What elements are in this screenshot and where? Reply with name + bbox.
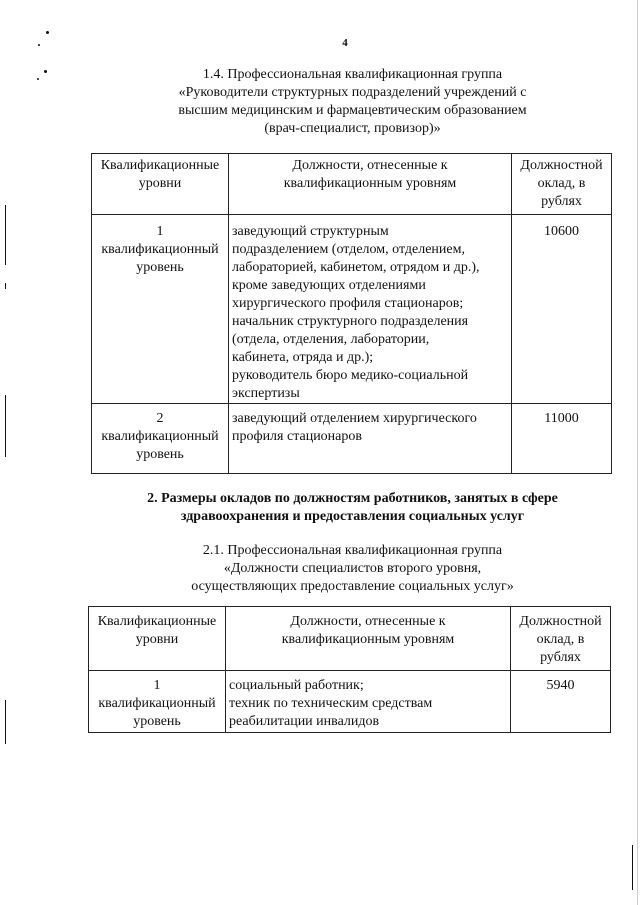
cell-salary: 10600 <box>512 215 612 404</box>
qualification-table-1-4 <box>91 153 612 474</box>
title-line: здравоохранения и предоставления социальных услуг <box>180 509 525 524</box>
scan-dot <box>37 78 39 80</box>
scan-dot <box>38 44 40 46</box>
heading-line: «Руководители структурных подразделений учреждений с <box>178 85 527 100</box>
scan-edge-mark <box>5 700 6 744</box>
scan-edge-mark <box>5 395 6 457</box>
section-2-1-heading <box>95 542 610 596</box>
table-header-row <box>89 607 611 671</box>
cell-level: 2 квалификационный уровень <box>92 404 229 474</box>
section-2-title <box>95 490 610 526</box>
cell-positions: заведующий отделением хирургического профиля стационаров <box>229 404 512 474</box>
header-positions: Должности, отнесенные к квалификационным уровням <box>229 154 512 215</box>
heading-line: 1.4. Профессиональная квалификационная группа <box>202 67 503 82</box>
header-level: Квалификационные уровни <box>89 607 226 671</box>
heading-line: (врач-специалист, провизор)» <box>264 121 441 136</box>
heading-line: осуществляющих предоставление социальных услуг» <box>191 579 514 594</box>
title-line: 2. Размеры окладов по должностям работников, занятых в сфере <box>147 491 558 506</box>
cell-positions: заведующий структурным подразделением (отделом, отделением, лабораторией, кабинетом, отрядом и др.), кроме заведующих отделениями хирургического профиля стационаров; начальник структурного подразделения (отдела, отделения, лаборатории, кабинета, отряда и др.); руководитель бюро медико-социальной экспертизы <box>229 215 512 404</box>
table-header-row <box>92 154 612 215</box>
cell-salary: 11000 <box>512 404 612 474</box>
section-1-4-heading <box>95 66 610 138</box>
header-positions: Должности, отнесенные к квалификационным уровням <box>226 607 511 671</box>
scan-edge-mark <box>5 205 6 265</box>
scan-dot <box>44 70 47 73</box>
heading-line: высшим медицинским и фармацевтическим образованием <box>178 103 527 118</box>
scan-dot <box>46 31 49 34</box>
cell-level: 1 квалификационный уровень <box>92 215 229 404</box>
page-number: 4 <box>342 37 348 49</box>
cell-level: 1 квалификационный уровень <box>89 671 226 733</box>
heading-line: 2.1. Профессиональная квалификационная группа <box>202 543 503 558</box>
cell-salary: 5940 <box>511 671 611 733</box>
heading-line: «Должности специалистов второго уровня, <box>223 561 482 576</box>
cell-positions: социальный работник; техник по техническим средствам реабилитации инвалидов <box>226 671 511 733</box>
scan-right-edge <box>637 0 638 905</box>
scan-edge-mark <box>5 283 6 289</box>
header-salary: Должностной оклад, в рублях <box>511 607 611 671</box>
qualification-table-2-1 <box>88 606 611 733</box>
table-row <box>92 404 612 474</box>
table-row <box>89 671 611 733</box>
scan-edge-mark <box>632 845 633 890</box>
table-row <box>92 215 612 404</box>
header-salary: Должностной оклад, в рублях <box>512 154 612 215</box>
header-level: Квалификационные уровни <box>92 154 229 215</box>
